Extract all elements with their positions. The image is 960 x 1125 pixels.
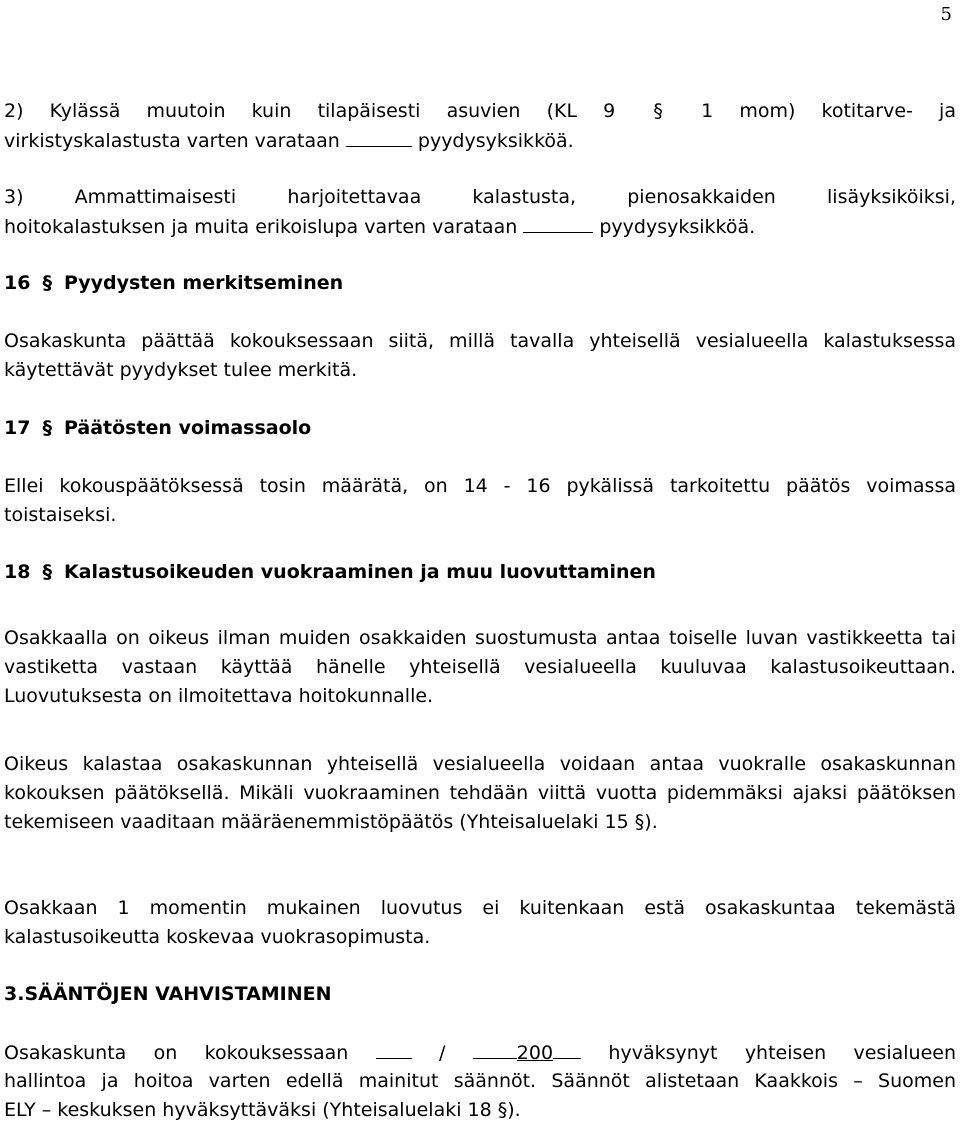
section-18-body-2: Oikeus kalastaa osakaskunnan yhteisellä vesialueella voidaan antaa vuokralle osakaskunnan kokouksen päätöksellä. Mikäli vuokraaminen tehdään viittä vuotta pidemmäksi ajaksi päätöksen tekemiseen vaaditaan määräenemmistöpäätös (Yhteisaluelaki 15 §). bbox=[4, 753, 956, 833]
page-number: 5 bbox=[940, 4, 952, 25]
p3-line2-end: pyydysyksikköä. bbox=[593, 216, 756, 238]
section-16-body: Osakaskunta päättää kokouksessaan siitä, millä tavalla yhteisellä vesialueella kalastuksessa käytettävät pyydykset tulee merkitä. bbox=[4, 330, 956, 381]
year-text: 200 bbox=[516, 1042, 554, 1064]
chapter-3-heading: 3.SÄÄNTÖJEN VAHVISTAMINEN bbox=[4, 983, 332, 1005]
chapter-3-line-3: ELY – keskuksen hyväksyttäväksi (Yhteisaluelaki 18 §). bbox=[4, 1099, 521, 1121]
units-blank-2 bbox=[523, 212, 593, 233]
p2-line2-text: virkistyskalastusta varten varataan bbox=[4, 130, 346, 152]
section-18-heading: 18 § Kalastusoikeuden vuokraaminen ja muu luovuttaminen bbox=[4, 558, 656, 587]
units-blank-1 bbox=[346, 126, 412, 147]
section-18-body-1: Osakkaalla on oikeus ilman muiden osakkaiden suostumusta antaa toiselle luvan vastikkeetta tai vastiketta vastaan käyttää hänelle yhteisellä vesialueella kuuluvaa kalastusoikeuttaan. Luovutuksesta on ilmoitettava hoitokunnalle. bbox=[4, 627, 956, 707]
section-symbol: § bbox=[653, 100, 663, 122]
section-symbol: § bbox=[42, 561, 52, 583]
section-symbol: § bbox=[42, 272, 52, 294]
paragraph-2-line-2 bbox=[4, 126, 956, 156]
chapter-3-line-2: hallintoa ja hoitoa varten edellä mainitut säännöt. Säännöt alistetaan Kaakkois – Suomen bbox=[4, 1070, 956, 1092]
p2-line2-end: pyydysyksikköä. bbox=[411, 130, 574, 152]
chapter-3-line-1: Osakaskunta on kokouksessaan / 200 hyväksynyt yhteisen vesialueen bbox=[4, 1038, 956, 1068]
day-blank bbox=[376, 1038, 412, 1059]
section-16-heading: 16 § Pyydysten merkitseminen bbox=[4, 269, 343, 298]
paragraph-3-line-2 bbox=[4, 212, 956, 242]
section-symbol: § bbox=[42, 417, 52, 439]
paragraph-3-line-1: 3) Ammattimaisesti harjoitettavaa kalastusta, pienosakkaiden lisäyksiköiksi, bbox=[4, 186, 956, 208]
month-blank bbox=[473, 1038, 517, 1059]
section-18-body-3: Osakkaan 1 momentin mukainen luovutus ei kuitenkaan estä osakaskuntaa tekemästä kalastusoikeutta koskevaa vuokrasopimusta. bbox=[4, 897, 956, 948]
p3-line2-text: hoitokalastuksen ja muita erikoislupa varten varataan bbox=[4, 216, 524, 238]
p2-text-mid: 1 mom) kotitarve- ja bbox=[674, 100, 956, 122]
paragraph-2-line-1 bbox=[4, 97, 956, 126]
section-17-body: Ellei kokouspäätöksessä tosin määrätä, on 14 - 16 pykälissä tarkoitettu päätös voimassa toistaiseksi. bbox=[4, 475, 956, 526]
year-blank bbox=[553, 1038, 581, 1059]
p2-text-start: 2) Kylässä muutoin kuin tilapäisesti asuvien (KL 9 bbox=[4, 100, 642, 122]
section-17-heading: 17 § Päätösten voimassaolo bbox=[4, 414, 311, 443]
